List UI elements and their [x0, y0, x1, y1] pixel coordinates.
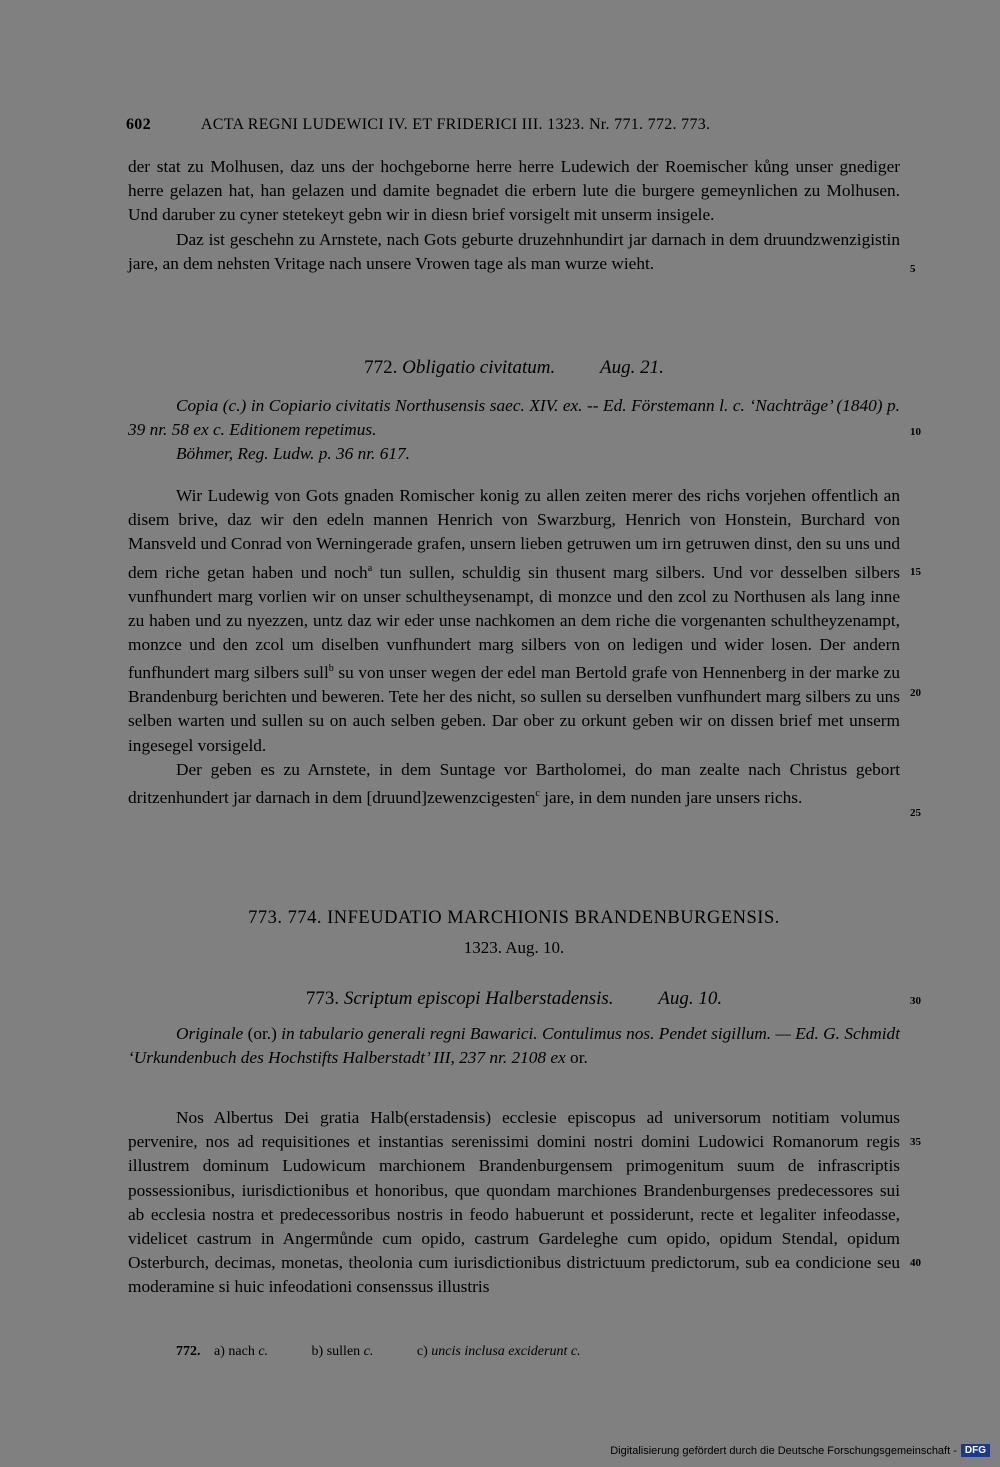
doc-771-para-1: der stat zu Molhusen, daz uns der hochgeborne herre herre Ludewich der Roemischer kůng unser gnediger herre gelazen hat, han gelazen und damite begnadet die erbern lute die burgere gemeynlichen zu Molhusen. Und daruber zu cyner stetekeyt gebn wir in diesn brief vorsigelt mit unserm insigele.	[128, 157, 900, 225]
doc-772-text-d: Der geben es zu Arnstete, in dem Suntage vor Bartholomei, do man zealte nach Christus gebort dritzenhundert jar darnach in dem [druund]zewenzcigesten	[128, 759, 900, 807]
footnote-b-source: c.	[363, 1344, 374, 1359]
running-title: ACTA REGNI LUDEWICI IV. ET FRIDERICI III. 1323. Nr. 771. 772. 773.	[200, 116, 711, 133]
doc-772-date: Aug. 21.	[599, 357, 664, 378]
footnote-b-mark: b)	[311, 1344, 324, 1359]
footnote-b	[312, 1344, 374, 1359]
doc-772-number: 772.	[364, 357, 398, 378]
doc-772-source-line-1: Copia (c.) in Copiario civitatis Northusensis saec. XIV. ex. -- Ed. Förstemann l. c. ‘Nachträge’ (1840) p. 39 nr. 58 ex c. Editionem repetimus.	[128, 396, 900, 440]
line-number: 25	[910, 807, 921, 819]
doc-773-text	[128, 1106, 900, 1300]
doc-772-text-b: tun sullen, schuldig sin thusent marg silbers. Und vor desselben silbers vunfhundert marg vorlien wir on unser schultheysenampt, di monzce und den zcol zu Northusen als lang inne zu haben und zu nyezzen, untz daz wir eder unse nachkomen an dem riche die vorgenanten schultheyzenampt, monzce und den zcol um diselben vunfhundert marg silbers von on ledigen und wider losen. Der andern funfhundert marg silbers sull	[128, 562, 901, 682]
doc-772-para-2	[128, 758, 900, 810]
footnote-ref-c: c	[535, 787, 540, 799]
doc-771-para-2: Daz ist geschehn zu Arnstete, nach Gots geburte druzehnhundirt jar darnach in dem druundzwenzigistin jare, an dem nehsten Vritage nach unsere Vrowen tage als man wurze wieht.	[128, 229, 900, 273]
doc-773-source-part-3: in tabulario generali regni Bawarici. Contulimus nos. Pendet sigillum. — Ed. G. Schmidt ‘Urkundenbuch des Hochstifts Halberstadt’ III, 237 nr. 2108 ex	[128, 1024, 900, 1068]
footnote-c-mark: c)	[416, 1344, 428, 1359]
doc-773-source	[128, 1022, 900, 1070]
line-number: 10	[910, 426, 921, 438]
line-number: 40	[910, 1257, 921, 1269]
footnote-a-source: c.	[258, 1344, 269, 1359]
line-number: 30	[910, 995, 921, 1007]
footnote-a-mark: a)	[214, 1344, 225, 1359]
footnote-ref-a: a	[367, 562, 373, 574]
line-number: 35	[910, 1136, 921, 1148]
doc-772-text-a: Wir Ludewig von Gots gnaden Romischer konig zu allen zeiten merer des richs vorjehen offentlich an disem brive, daz wir den edeln mannen Henrich von Swarzburg, Henrich von Honstein, Burchard von Mansveld und Conrad von Werningerade grafen, unsern lieben getruwen um irn getruwen dinst, den su uns und dem riche getan haben und noch	[128, 486, 900, 582]
footnote-ref-b: b	[328, 663, 334, 675]
doc-773-date: Aug. 10.	[658, 988, 723, 1009]
footnote-a	[214, 1344, 268, 1359]
doc-773-source-part-1: Originale	[176, 1024, 244, 1043]
funding-credit	[610, 1444, 990, 1457]
line-number: 20	[910, 687, 921, 699]
footnote-a-text: nach	[228, 1344, 255, 1359]
doc-773-source-part-2: (or.)	[243, 1024, 282, 1043]
doc-773-source-part-4: or.	[565, 1048, 588, 1068]
section-subtitle: 1323. Aug. 10.	[463, 938, 565, 957]
doc-772-text-c: su von unser wegen der edel man Bertold grafe von Hennenberg in der marke zu Brandenburg berichten und beweren. Tete her des nicht, so sullen su derselben vunfhundert marg silbers zu uns selben warten und sullen su on auch selben geben. Dar ober zu orkunt geben wir on dissen brief met unserm ingesegel vorsigeld.	[128, 662, 900, 755]
page-number: 602	[126, 116, 151, 133]
doc-772-para-1	[128, 484, 900, 758]
doc-773-number: 773.	[305, 988, 340, 1009]
doc-772-source	[128, 394, 900, 467]
dfg-logo: DFG	[961, 1444, 990, 1457]
footnotes	[176, 1344, 621, 1360]
section-title: 773. 774. INFEUDATIO MARCHIONIS BRANDENBURGENSIS.	[248, 908, 780, 928]
footnote-b-text: sullen	[326, 1344, 361, 1359]
doc-773-heading	[128, 988, 900, 1010]
footnote-c	[417, 1344, 581, 1359]
doc-773-source-text	[128, 1022, 900, 1070]
line-number: 5	[910, 263, 916, 275]
footnote-c-text: uncis inclusa exciderunt c.	[431, 1344, 581, 1359]
doc-772-title: Obligatio civitatum.	[402, 357, 556, 378]
footnotes-key: 772.	[176, 1344, 201, 1359]
doc-773-title: Scriptum episcopi Halberstadensis.	[343, 988, 614, 1009]
funding-credit-text: Digitalisierung gefördert durch die Deutsche Forschungsgemeinschaft -	[610, 1444, 957, 1457]
running-header	[126, 116, 806, 134]
doc-772-heading	[128, 357, 900, 379]
doc-773-para-1: Nos Albertus Dei gratia Halb(erstadensis) ecclesie episcopus ad universorum notitiam volumus pervenire, nos ad requisitiones et instantias serenissimi domini nostri domini Ludowici Romanorum regis illustrem dominum Ludowicum marchionem Brandenburgensem primogenitum suum de infrascriptis possessionibus, iurisdictionibus et honoribus, que quondam marchiones Brandenburgenses predecessores sui ab ecclesia nostra et predecessoribus nostris in feodo habuerunt et possiderunt, recte et legaliter infeodasse, videlicet castrum in Angermůnde cum opido, castrum Gardeleghe cum opido, opidum Stendal, opidum Osterburch, decimas, monetas, theolonia cum iurisdictionibus districtuum predictorum, sub ea condicione seu moderamine si huic infeodationi consenssus illustris	[128, 1108, 900, 1297]
doc-772-source-line-2: Böhmer, Reg. Ludw. p. 36 nr. 617.	[176, 444, 410, 464]
doc-772-text	[128, 484, 900, 810]
doc-772-text-e: jare, in dem nunden jare unsers richs.	[539, 787, 803, 807]
line-number: 15	[910, 566, 921, 578]
doc-771-text	[128, 155, 900, 276]
